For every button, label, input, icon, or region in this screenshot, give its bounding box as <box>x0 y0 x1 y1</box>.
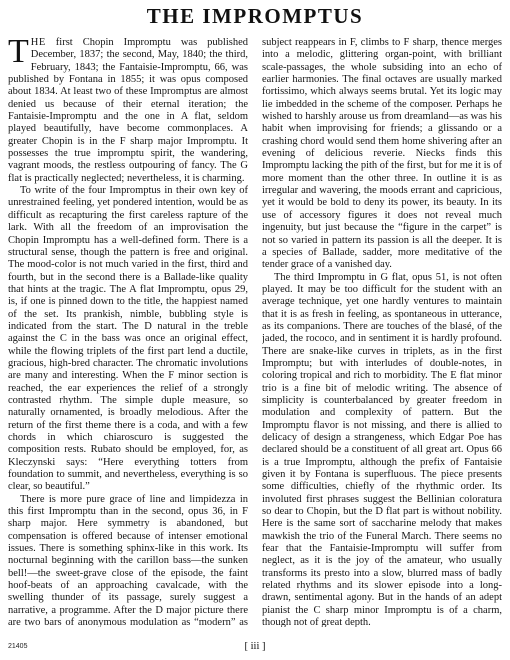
paragraph-1 <box>8 37 248 185</box>
paragraph-1-text: first Chopin Impromptu was published December, 1837; the second, May, 1840; the third, February, 1843; the Fantaisie-Impromptu, 66, was published by Fontana in 1855; it was opus composed about 1834. At least two of these Impromptus are almost denied us because of their eternal iteration; the Fantaisie-Impromptu and the one in A flat, seldom played beautifully, have become commonplaces. A greater Chopin is in the F sharp major Impromptu. It possesses the true impromptu spirit, the wandering, vagrant moods, the restless outpouring of fancy. The G flat is practically neglected; nevertheless, it is charming. <box>8 37 248 184</box>
drop-cap: T <box>8 37 29 70</box>
print-code: 21405 <box>8 643 28 650</box>
page-number: [ iii ] <box>244 641 266 652</box>
right-column <box>262 37 502 627</box>
left-column <box>8 37 248 627</box>
paragraph-2: To write of the four Impromptus in their own key of unrestrained feeling, yet pondered intention, would be as difficult as recapturing the first careless rapture of the lark. With all the freedom of an improvisation the Chopin Impromptu has a well-defined form. There is a structural sense, though the pattern is free and original. The mood-color is not much varied in the first, third and fourth, but in the second there is a Ballade-like quality that hints at the tragic. The A flat Impromptu, opus 29, is, if one is pinned down to the title, the happiest named of the set. Its prankish, nimble, bubbling style is indicated from the start. The D natural in the treble against the C in the bass was once an original effect, while the flowing triplets of the first part lend a ductile, gracious, high-bred character. The chromatic involutions are many and interesting. When the F minor section is reached, the ear experiences the relief of a strongly contrasted rhythm. The simple duple measure, so naturally ornamented, is broadly melodious. After the return of the first theme there is a coda, and with a few chords in which chiaroscuro is suggested the composition rests. Rubato should be employed, for, as Kleczynski says: “Here everything totters from foundation to summit, and nevertheless, everything is so clear, so beautiful.” <box>8 185 248 493</box>
page-title: THE IMPROMPTUS <box>146 4 364 28</box>
opening-word: HE <box>30 37 46 48</box>
paragraph-3: There is more pure grace of line and limpidezza in this first Impromptu than in the second, opus 36, in F sharp major. Here symmetry is abandoned, but compensation is offered because of intenser emotional issues. There is something sphinx-like in this work. Its nocturnal beginning with the carillon bass—the sunken bell!—the sweet-grave close of the episode, the faint hoof-beats of an approaching cavalcade, with the swelling thunder of its passage, surely suggest a narrative, a programme. After the D major picture there are two bars of anonymous modulation as “modern” as <box>8 493 248 627</box>
paragraph-5: The third Impromptu in G flat, opus 51, is not often played. It may be too difficult for the student with an average technique, yet one hardly ventures to maintain that it is as fresh in feeling, as spontaneous in utterance, as its companions. There are touches of the blasé, of the jaded, the rococo, and in sentiment it is hardly profound. There are snake-like curves in triplets, as in the first Impromptu; but with interludes of double-notes, in coloring tropical and rich to morbidity. The E flat minor trio is a fine bit of melodic writing. The absence of simplicity is counterbalanced by greater freedom in modulation and complexity of pattern. But the Impromptu flavor is not missing, and there is allied to delicacy of design a strangeness, which Edgar Poe has declared should be a constituent of all great art. Opus 66 is a true Impromptu, although the prefix of Fantaisie given it by Fontana is superfluous. The piece presents some difficulties, chiefly of the rhythmic order. Its involuted first phrases suggest the Bellinian coloratura so dear to Chopin, but the D flat part is without nobility. Here is the same sort of saccharine melody that makes mawkish the trio of the Funeral March. There seems no fear that the Fantaisie-Impromptu will suffer from neglect, as it is the joy of the amateur, who usually transforms its presto into a slow, blurred mass of badly related rhythms and its slower episode into a long-drawn, sentimental agony. But in the hands of an adept pianist the C sharp minor Impromptu is of a charm, though not of great depth. <box>262 271 502 627</box>
paragraph-4: subject reappears in F, climbs to F sharp, thence merges into a melodic, glittering organ-point, with brilliant scale-passages, the whole subsiding into an echo of earlier harmonies. The final octaves are usually marked fortissimo, which always seems brutal. Yet its logic may lie imbedded in the scheme of the composer. Perhaps he wished to harshly arouse us from dreamland—as was his habit when improvising for friends; a glissando or a crashing chord would send them home shivering after an evening of delicious reverie. Niecks finds this Impromptu lacking the pith of the first, but for me it is of more moment than the other three. In outline it is as irregular and wavering, the moods errant and capricious, yet it would be bold to deny its power, its beauty. In its use of accessory figures it does not reveal much ingenuity, but just because the “figure in the carpet” is not so varied in pattern its passion is all the deeper. It is a species of Ballade, sadder, more meditative of the tender grace of a vanished day. <box>262 37 502 271</box>
